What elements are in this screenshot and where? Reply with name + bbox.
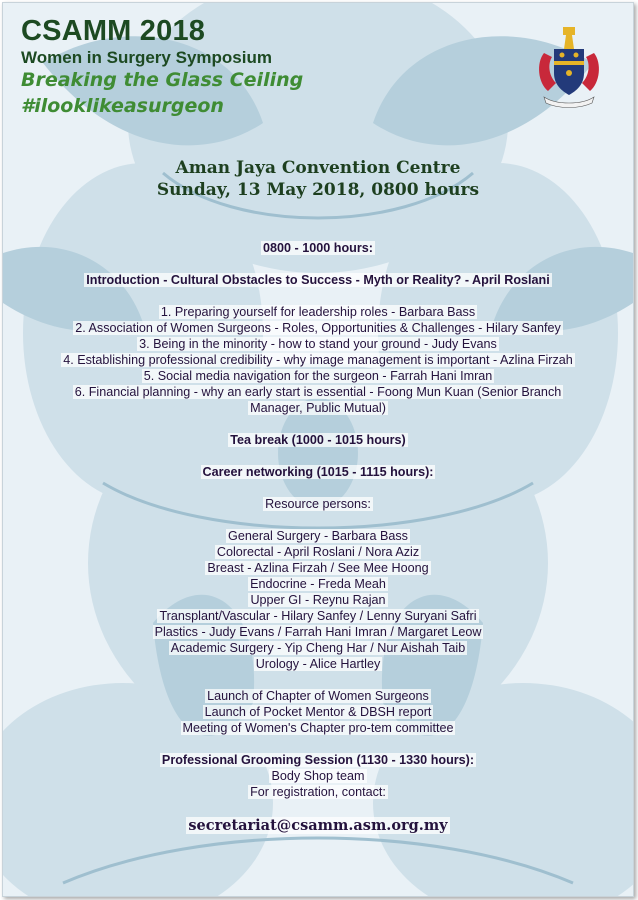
talk-item: 2. Association of Women Surgeons - Roles, Opportunities & Challenges - Hilary Sanfey [75,321,561,335]
launch-item: Launch of Pocket Mentor & DBSH report [204,705,432,719]
resource-person-item: Colorectal - April Roslani / Nora Aziz [216,545,420,559]
session1-time: 0800 - 1000 hours: [263,241,373,255]
venue-block [3,157,633,201]
launch-item: Launch of Chapter of Women Surgeons [207,689,429,703]
academy-crest-logo [536,23,602,111]
grooming-title: Professional Grooming Session (1130 - 1330 hours): [161,753,475,767]
event-title: CSAMM 2018 [21,15,206,47]
talk-item: 4. Establishing professional credibility - why image management is important - Azlina Firzah [63,353,573,367]
launch-item: Meeting of Women's Chapter pro-tem committee [182,721,454,735]
tea-break: Tea break (1000 - 1015 hours) [230,433,406,447]
session1-intro: Introduction - Cultural Obstacles to Success - Myth or Reality? - April Roslani [86,273,550,287]
poster [2,2,634,897]
talk-item-continued: Manager, Public Mutual) [250,401,386,415]
program-content [3,240,633,834]
resource-person-item: Transplant/Vascular - Hilary Sanfey / Lenny Suryani Safri [159,609,477,623]
resource-person-item: Breast - Azlina Firzah / See Mee Hoong [207,561,429,575]
networking-title: Career networking (1015 - 1115 hours): [202,465,434,479]
resource-person-item: General Surgery - Barbara Bass [228,529,408,543]
resource-person-item: Plastics - Judy Evans / Farrah Hani Imran / Margaret Leow [154,625,482,639]
talk-item: 1. Preparing yourself for leadership roles - Barbara Bass [160,305,476,319]
resource-person-item: Urology - Alice Hartley [255,657,381,671]
registration-note: For registration, contact: [250,785,386,799]
talk-item: 6. Financial planning - why an early start is essential - Foong Mun Kuan (Senior Branch [74,385,562,399]
event-subtitle: Women in Surgery Symposium [21,48,272,67]
header [21,15,303,118]
resource-person-item: Endocrine - Freda Meah [250,577,386,591]
contact-email[interactable]: secretariat@csamm.asm.org.my [188,817,448,834]
event-datetime: Sunday, 13 May 2018, 0800 hours [156,180,480,200]
grooming-team: Body Shop team [271,769,365,783]
resource-person-item: Upper GI - Reynu Rajan [250,593,386,607]
venue-name: Aman Jaya Convention Centre [175,158,461,178]
resource-person-item: Academic Surgery - Yip Cheng Har / Nur Aishah Taib [170,641,466,655]
talk-item: 5. Social media navigation for the surgeon - Farrah Hani Imran [143,369,493,383]
event-theme: Breaking the Glass Ceiling [21,69,304,91]
resource-persons-label: Resource persons: [265,497,371,511]
talk-item: 3. Being in the minority - how to stand your ground - Judy Evans [139,337,497,351]
event-hashtag: #ilooklikeasurgeon [21,95,224,117]
